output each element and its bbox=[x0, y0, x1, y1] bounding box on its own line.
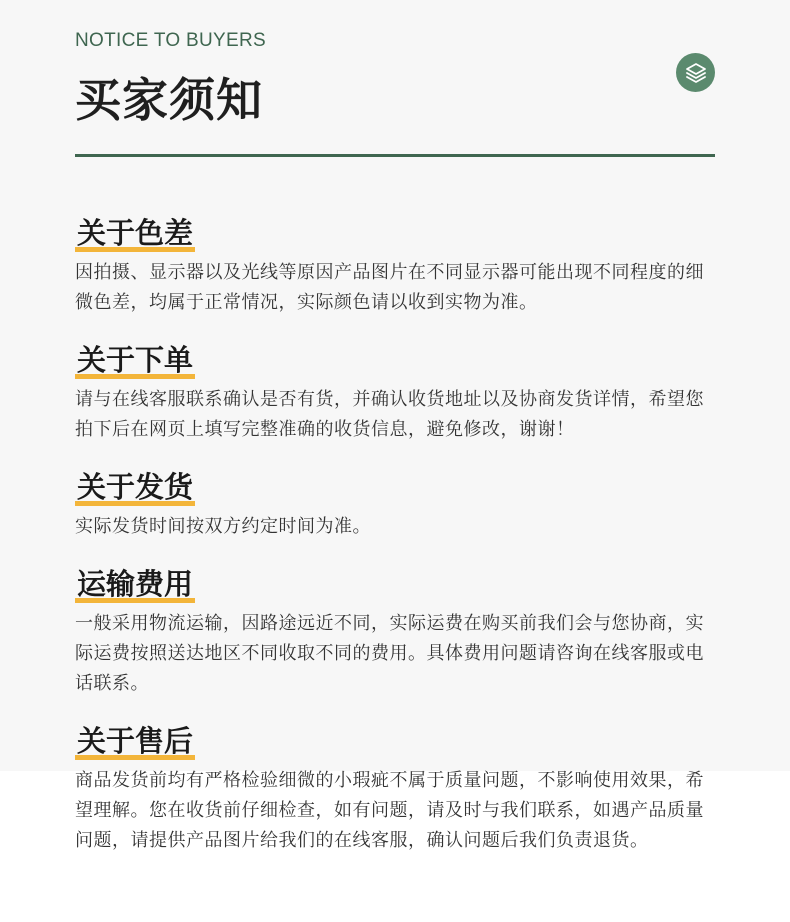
section-body: 商品发货前均有严格检验细微的小瑕疵不属于质量问题，不影响使用效果，希望理解。您在收货前仔细检查，如有问题，请及时与我们联系，如遇产品质量问题，请提供产品图片给我们的在线客服，确认问题后我们负责退货。 bbox=[75, 770, 704, 851]
page-title: 买家须知 bbox=[75, 73, 263, 127]
section-body: 因拍摄、显示器以及光线等原因产品图片在不同显示器可能出现不同程度的细微色差，均属于正常情况，实际颜色请以收到实物为准。 bbox=[75, 262, 704, 313]
section-title: 关于色差 bbox=[77, 216, 194, 250]
section-title: 关于发货 bbox=[77, 470, 194, 504]
page-subtitle: NOTICE TO BUYERS bbox=[75, 30, 266, 51]
layers-icon bbox=[676, 53, 715, 92]
section-body: 一般采用物流运输，因路途远近不同，实际运费在购买前我们会与您协商，实际运费按照送达地区不同收取不同的费用。具体费用问题请咨询在线客服或电话联系。 bbox=[75, 613, 704, 694]
section-ordering bbox=[75, 341, 717, 445]
section-body: 请与在线客服联系确认是否有货，并确认收货地址以及协商发货详情，希望您拍下后在网页上填写完整准确的收货信息，避免修改，谢谢！ bbox=[75, 389, 704, 440]
section-color-difference bbox=[75, 214, 717, 318]
section-after-sales bbox=[75, 722, 717, 856]
section-shipping bbox=[75, 468, 717, 542]
header-divider bbox=[75, 154, 715, 157]
section-body: 实际发货时间按双方约定时间为准。 bbox=[75, 516, 371, 537]
section-shipping-cost bbox=[75, 565, 717, 699]
section-title: 关于售后 bbox=[77, 724, 194, 758]
section-title: 关于下单 bbox=[77, 343, 194, 377]
section-title: 运输费用 bbox=[77, 567, 194, 601]
